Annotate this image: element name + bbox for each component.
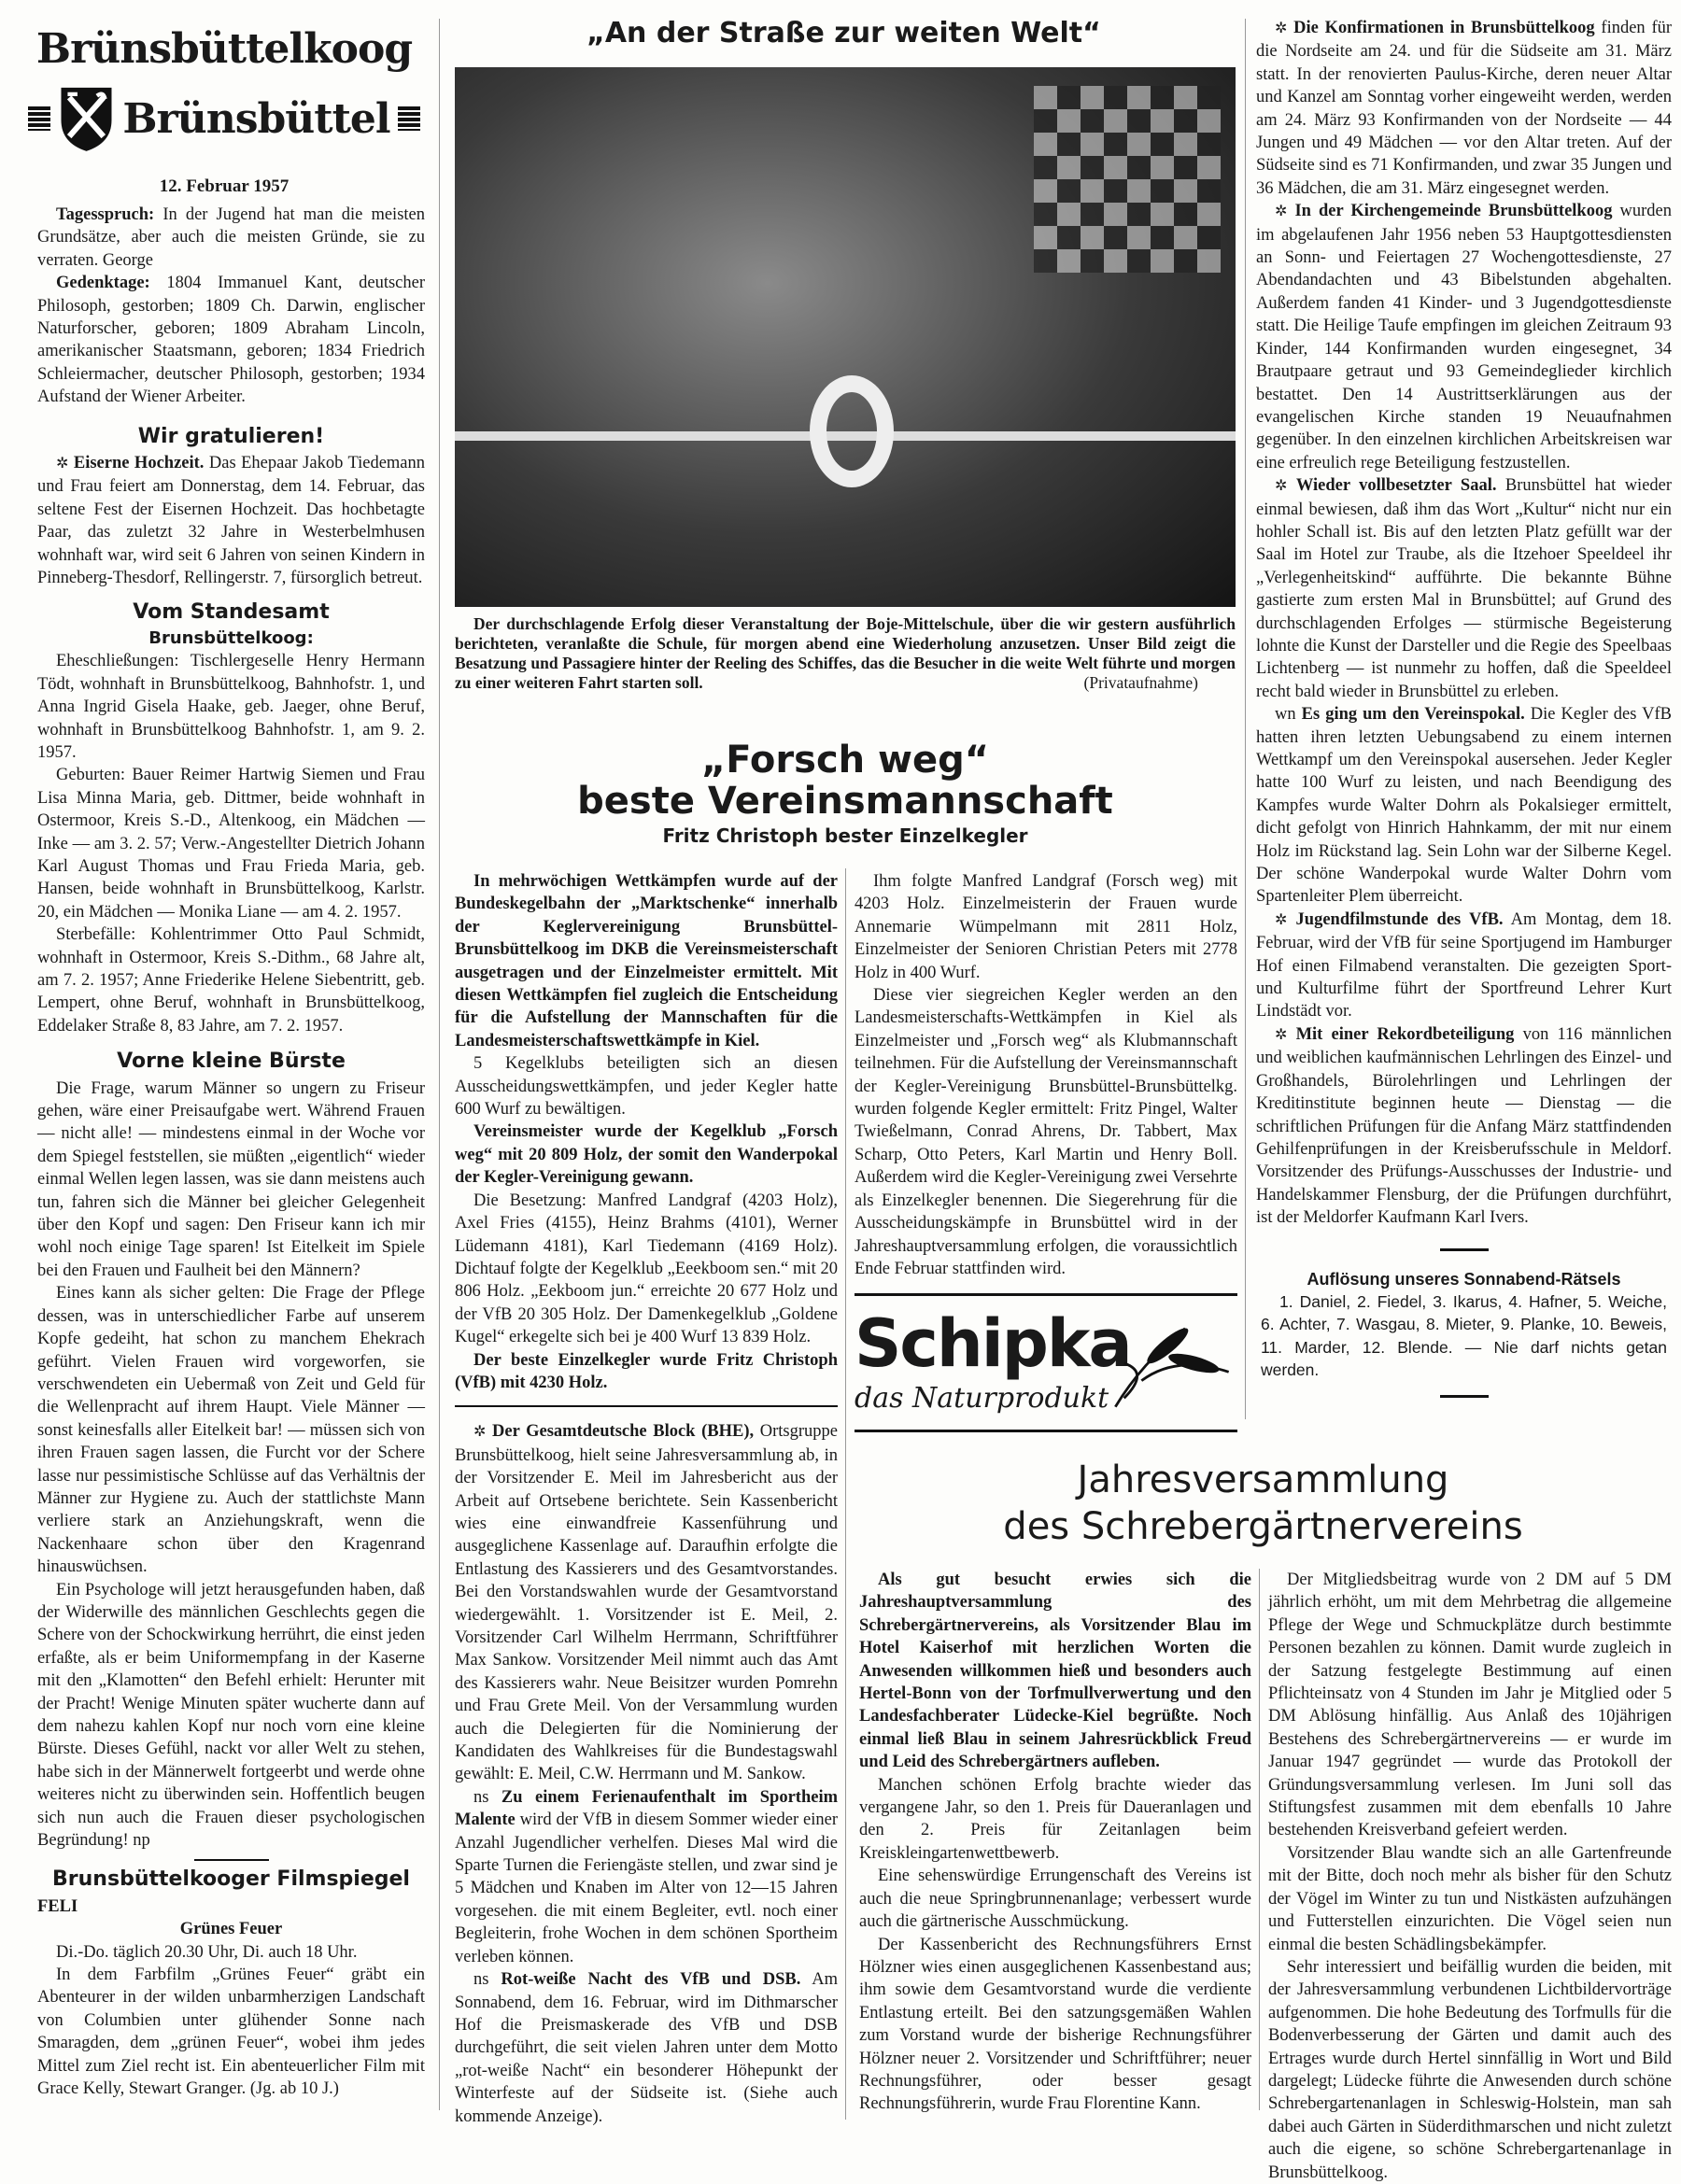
divider — [1440, 1248, 1489, 1251]
divider — [194, 1859, 269, 1861]
forsch-p4: Der beste Einzelkegler wurde Fritz Christoph (VfB) mit 4230 Holz. — [455, 1350, 838, 1392]
jahres-p3: Der Kassenbericht des Rechnungsführers Ernst Hölzner wies einen ausgeglichenen Kassenbestand aus; ihm sowie dem Gesamtvorstand wurde die verdiente Entlastung erteilt. Bei den satzungsgemäßen Wahlen zum Vorstand wurde der bisherige Rechnungsführer Hölzner neuer 2. Vorsitzender und Schriftführer; neuer Rechnungsführer, oder besser gesagt Rechnungsführerin, wurde Frau Florentine Kann. — [859, 1935, 1251, 2114]
star-icon: ✲ — [1275, 1026, 1288, 1043]
ad-slogan: das Naturprodukt — [855, 1382, 1109, 1416]
film-times: Di.-Do. täglich 20.30 Uhr, Di. auch 18 Uhr. — [56, 1942, 358, 1962]
masthead-title-line1: Brünsbüttelkoog — [35, 25, 413, 73]
masthead-title-line2: Brünsbüttel — [122, 94, 390, 143]
column-2 — [455, 870, 838, 2128]
headline-line1: „Forsch weg“ — [700, 739, 990, 782]
article-nacht — [455, 1968, 838, 2128]
text: Ortsgruppe Brunsbüttelkoog, hielt seine Jahresversammlung ab, in der Vorsitzender E. Meil im Jahresbericht aus der Arbeit auf Ortsebene berichtete. Sein Kassenbericht wies eine einwandfreie Kassenführung und ausgeglichene Kassenlage auf. Daraufhin erfolgte die Entlastung des Kassierers und des Gesamtvorstandes. Bei den Vorstandswahlen wurde der Gesamtvorstand wiedergewählt. 1. Vorsitzender ist E. Meil, 2. Vorsitzender Carl Wilhelm Herrmann, Schriftführer Max Sankow. Vorsitzender Meil nimmt auch das Amt des Kassierers wahr. Neue Beisitzer wurden Pomrehn und Frau Grete Meil. Von der Versammlung wurden auch die Delegierten für die Nominierung der Kandidaten des Wahlkreises für die Bundestagswahl gewählt: E. Meil, C.W. Herrmann und M. Sankow. — [455, 1422, 838, 1784]
eheschliessungen: Eheschließungen: Tischlergeselle Henry Hermann Tödt, wohnhaft in Brunsbüttelkoog, Bahnhofstr. 1, und Anna Ingrid Gisela Haake, geb. Jaeger, ohne Beruf, wohnhaft in Brunsbüttelkoog Bahnhofstr. 1, am 9. 2. 1957. — [37, 652, 425, 762]
headline-line1: Jahresversammlung — [1077, 1458, 1449, 1501]
star-icon: ✲ — [1275, 478, 1288, 495]
issue-date: 12. Februar 1957 — [159, 176, 290, 196]
ad-rule-top — [855, 1293, 1237, 1296]
heading-standesamt: Vom Standesamt — [133, 599, 330, 624]
article-rekordbeteiligung — [1256, 1023, 1672, 1230]
cinema-name: FELI — [37, 1896, 78, 1916]
text: Die Kegler des VfB hatten ihren letzten Uebungsabend zu einem internen Wettkampf um den Vereinspokal ausersehen. Jeder Kegler hatte 100 Wurf zu leisten, und nach Beendigung des Kampfes wurde Walter Dohrn als Pokalsieger ermittelt, dicht gefolgt von Hinrich Hahnkamm, der mit nur einem Holz im Rückstand lag. Sein Lohn war der Silberne Kegel. Der schöne Wanderpokal wurde Walter Dohrn vom Spartenleiter Plem überreicht. — [1256, 705, 1673, 907]
article-ferien — [455, 1786, 838, 1968]
heading-filmspiegel: Brunsbüttelkooger Filmspiegel — [52, 1867, 410, 1892]
article-eiserne-hochzeit — [37, 452, 425, 589]
masthead — [28, 23, 420, 197]
lead: Es ging um den Vereinspokal. — [1301, 705, 1525, 725]
byline: wn — [1275, 705, 1296, 725]
forsch-lead: In mehrwöchigen Wettkämpfen wurde auf der Bundeskegelbahn der „Marktschenke“ innerhalb der Keglervereinigung Brunsbüttel-Brunsbüttelkoog im DKB die Vereinsmeisterschaft ausgetragen und der Einzelmeister ermittelt. Mit diesen Wettkämpfen fiel zugleich die Entscheidung für die Aufstellung der Mannschaften für die Landesmeisterschaftswettkämpfe in Kiel. — [455, 872, 838, 1050]
column-2-lower — [455, 1420, 838, 2128]
caption-text: Der durchschlagende Erfolg dieser Veranstaltung der Boje-Mittelschule, über die wir gestern ausführlich berichteten, veranlaßte die Schule, für morgen abend eine Wiederholung anzusetzen. Unser Bild zeigt die Besatzung und Passagiere hinter der Reeling des Schiffes, das die Besucher in die weite Welt führte und morgen zu einer weiteren Fahrt starten soll. — [455, 614, 1236, 692]
column-4 — [1256, 17, 1672, 1230]
banner-right-icon — [398, 106, 420, 131]
forsch-headline — [455, 740, 1236, 848]
text: Am Sonnabend, dem 16. Februar, wird im Dithmarscher Hof die Preismaskerade des VfB und DSB durchgeführt, die seit vielen Jahren unter dem Motto „rot-weiße Nacht“ ein besonderer Höhepunkt der Winterfeste auf der Südseite ist. (Siehe auch kommende Anzeige). — [455, 1970, 839, 2126]
buerste-p2: Eines kann als sicher gelten: Die Frage der Pflege dessen, was in unterschiedlicher Farbe auf unserem Kopfe gedeiht, hat schon zu manchem Ehekrach geführt. Vielen Frauen wird vorgeworfen, sie verschwendeten ein Uebermaß von Zeit und Geld für die Wellenpracht auf ihrem Haupt. Viele Männer — sonst keinesfalls aller Eitelkeit bar! — müssen sich von ihren Frauen sagen lassen, die Furcht vor der Schere lasse nur pessimistische Schlüsse auf das Verhältnis der Männer zur Hygiene zu. Auch der stattlichste Mann verliere stark an Anziehungskraft, wenn die Nackenhaare schon über den Kragenrand hinauswüchsen. — [37, 1284, 425, 1577]
ad-brand: Schipka — [855, 1305, 1131, 1383]
text: wurden im abgelaufenen Jahr 1956 neben 53 Hauptgottesdiensten an Sonn- und Feiertagen 27 Wochengottesdienste, 27 Abendandachten und 43 Bibelstunden abgehalten. Außerdem fanden 41 Kinder- und 3 Jugendgottesdienste statt. Die Heilige Taufe empfingen im gleichen Zeitraum 93 Kinder, 144 Konfirmanden wurden eingesegnet, 34 Brautpaare getraut und 93 Gemeindeglieder kirchlich bestattet. Den 14 Austrittserklärungen aus der evangelischen Kirche standen 19 Neuaufnahmen gegenüber. In den einzelnen kirchlichen Arbeitskreisen war eine erfreulich rege Beteiligung festzustellen. — [1256, 202, 1673, 472]
photo-title: „An der Straße zur weiten Welt“ — [586, 17, 1101, 49]
label: Tagesspruch: — [56, 205, 155, 224]
banner-left-icon — [28, 106, 50, 131]
standesamt-sub: Brunsbüttelkoog: — [148, 627, 314, 648]
sterbefaelle: Sterbefälle: Kohlentrimmer Otto Paul Schmidt, wohnhaft in Ostermoor, Kreis S.-Dithm., 68 Jahre alt, am 7. 2. 1957; Anne Friederike Helene Siebentritt, geb. Lempert, ohne Beruf, wohnhaft in Brunsbüttelkoog, Eddelaker Straße 8, 83 Jahre, am 7. 2. 1957. — [37, 925, 425, 1036]
jahres-col-a — [859, 1569, 1251, 2116]
photo-credit: (Privataufnahme) — [1083, 673, 1198, 692]
star-icon: ✲ — [1275, 21, 1288, 36]
photo-caption — [455, 614, 1236, 693]
wheat-icon — [1107, 1307, 1237, 1419]
text: Das Ehepaar Jakob Tiedemann und Frau feiert am Donnerstag, dem 14. Februar, das seltene Fest der Eisernen Hochzeit. Das hochbetagte Paar, das zuletzt 32 Jahre in Westerbelmhusen wohnhaft war, wird seit 6 Jahren von seinen Kindern in Pinneberg-Thesdorf, Rellingerstr. 7, fürsorglich betreut. — [37, 454, 426, 588]
column-divider — [845, 868, 846, 2120]
jahres-headline — [855, 1457, 1672, 1550]
lead: Rot-weiße Nacht des VfB und DSB. — [501, 1970, 801, 1990]
lead: Wieder vollbesetzter Saal. — [1295, 476, 1497, 496]
flag — [1034, 86, 1221, 273]
column-4-wrap — [1256, 17, 1672, 1398]
headline-line2: beste Vereinsmannschaft — [577, 780, 1113, 823]
gedenktage — [37, 272, 425, 408]
star-icon: ✲ — [56, 456, 69, 472]
lead: Zu einem Ferienaufenthalt im Sportheim Malente — [455, 1787, 838, 1830]
star-icon: ✲ — [1275, 204, 1288, 220]
buerste-p3: Ein Psychologe will jetzt herausgefunden haben, daß der Widerwille des männlichen Geschlechts gegen die Schere von der Schockwirkung herrührt, die einst jeden erfaßte, als er beim Uniformempfang in der Kaserne mit den „Klamotten“ den Befehl erhielt: Herunter mit der Pracht! Wenige Minuten später wucherte dann auf dem nahezu kahlen Kopf nur noch vorn eine kleine Bürste. Dieses Gefühl, nackt vor aller Welt zu stehen, habe sich in der Männerwelt fortgeerbt und werde ohne weiteres nicht zu überwinden sein. Hoffentlich beugen sich nun auch die Frauen dieser psychologischen Begründung! np — [37, 1580, 425, 1851]
film-text: In dem Farbfilm „Grünes Feuer“ gräbt ein Abenteurer in der wilden unbarmherzigen Landschaft von Columbien unter glühender Sonne nach Smaragden, dem „grünen Feuer“, wobei ihm jedes Mittel zum Ziel recht ist. Ein abenteuerlicher Film mit Grace Kelly, Stewart Granger. (Jg. ab 10 J.) — [37, 1966, 425, 2099]
subheadline: Fritz Christoph bester Einzelkegler — [662, 824, 1028, 847]
headline-line2: des Schrebergärtnervereins — [1003, 1505, 1523, 1548]
text: wird der VfB in diesem Sommer wieder einer Anzahl Jugendlicher verhelfen. Dieses Mal wird die Sparte Turnen die Feriengäste stellen, und zwar sind je 5 Mädchen und Knaben im Alter von 12—15 Jahren vorgesehen. die mit einem Begleiter, evtl. noch einer Begleiterin, frohe Wochen in dem schönen Sportheim verleben können. — [455, 1811, 838, 1966]
schipka-ad — [855, 1307, 1237, 1424]
tagesspruch — [37, 204, 425, 272]
divider — [1440, 1395, 1489, 1398]
column-divider — [1259, 1569, 1260, 2110]
forsch-p3: Die Besetzung: Manfred Landgraf (4203 Holz), Axel Fries (4155), Heinz Brahms (4101), Werner Lüdemann 4181), Karl Tiedemann (4169 Holz). Dichtauf folgte der Kegelklub „Eeekboom sen.“ mit 20 806 Holz. „Eekboom jun.“ erreichte 20 677 Holz und der VfB 20 305 Holz. Der Damenkegelklub „Goldene Kugel“ erkegelte sich bei je 400 Wurf 13 839 Holz. — [455, 1191, 838, 1347]
film-name: Grünes Feuer — [179, 1920, 283, 1939]
byline: ns — [473, 1970, 489, 1990]
text: von 116 männlichen und weiblichen kaufmännischen Lehrlingen des Einzel- und Großhandels, Bürolehrlingen und Lehrlingen der Kreditinstitute beginnen heute — Dienstag — die schriftlichen Prüfungen für die Anfang März stattfindenden Gehilfenprüfungen in der Kreisberufsschule in Meldorf. Vorsitzender des Prüfungs-Ausschusses der Industrie- und Handelskammer Flensburg, der die Prüfungen durchführt, ist der Meldorfer Kaufmann Karl Ivers. — [1256, 1024, 1673, 1228]
article-jugendfilmstunde — [1256, 909, 1672, 1023]
heading-gratulieren: Wir gratulieren! — [137, 424, 325, 448]
article-bhe — [455, 1420, 838, 1786]
divider — [455, 1405, 838, 1407]
lifebuoy-icon — [810, 375, 894, 487]
jahres-p5: Vorsitzender Blau wandte sich an alle Gartenfreunde mit der Bitte, doch noch mehr als bisher für den Schutz der Vögel im Winter zu tun und Nistkästen aufzuhängen und Futterstellen einzurichten. Die Vögel seien nun einmal die besten Schädlingsbekämpfer. — [1268, 1843, 1672, 1954]
forsch-col-b — [855, 870, 1237, 1280]
jahres-p4: Der Mitgliedsbeitrag wurde von 2 DM auf 5 DM jährlich erhöht, um mit dem Mehrbetrag die allgemeine Pflege der Wege und Schmuckplätze durch bestimmte Personen bezahlen zu können. Damit wurde zugleich in der Satzung festgelegte Bestimmung auf einen Pflichteinsatz von 4 Stunden im Jahr je Mitglied oder 5 DM Ablösung hinfällig. Aus Anlaß des 10jährigen Bestehens des Schrebergärtnervereins — er wurde im Januar 1947 gegründet — wurde das Protokoll der Gründungsversammlung verlesen. Im Juni soll das Stiftungsfest zusammen mit dem ebenfalls 10 Jahre bestehenden Kreisverband gefeiert werden. — [1268, 1571, 1672, 1840]
text: Am Montag, dem 18. Februar, wird der VfB für seine Sportjugend im Hamburger Hof einen Filmabend veranstalten. Die gezeigten Sport- und Kulturfilme führt der Sportfreund Lehrer Kurt Lindstädt vor. — [1256, 909, 1672, 1022]
forsch-p2: Vereinsmeister wurde der Kegelklub „Forsch weg“ mit 20 809 Holz, der somit den Wanderpokal der Kegler-Vereinigung gewann. — [455, 1122, 838, 1188]
forsch-p5: Ihm folgte Manfred Landgraf (Forsch weg) mit 4203 Holz. Einzelmeisterin der Frauen wurde Annemarie Wümpelmann mit 2811 Holz, Einzelmeister der Senioren Christian Peters mit 2778 Holz in 400 Wurf. — [855, 872, 1237, 982]
jahres-p2: Eine sehenswürdige Errungenschaft des Vereins ist auch die neue Springbrunnenanlage; verbessert wurde auch die gärtnerische Ausschmückung. — [859, 1867, 1251, 1932]
geburten: Geburten: Bauer Reimer Hartwig Siemen und Frau Lisa Minna Maria, geb. Dittmer, beide wohnhaft in Ostermoor, Kreis S.-D., Altenkoog, ein Mädchen — Inke — am 3. 2. 57; Verw.-Angestellter Dietrich Johann Karl August Thomas und Frau Frieda Maria, geb. Hansen, beide wohnhaft in Brunsbüttelkoog, Karlstr. 20, ein Mädchen — Monika Liane — am 4. 2. 1957. — [37, 766, 425, 922]
news-photo — [455, 67, 1236, 607]
lead: In der Kirchengemeinde Brunsbüttelkoog — [1294, 202, 1613, 221]
label: Gedenktage: — [56, 274, 150, 293]
lead: Die Konfirmationen in Brunsbüttelkoog — [1293, 19, 1595, 37]
column-divider — [1245, 19, 1246, 1419]
byline: ns — [473, 1787, 489, 1807]
lead: Eiserne Hochzeit. — [73, 454, 205, 473]
column-1 — [37, 204, 425, 2101]
article-kirchengemeinde — [1256, 200, 1672, 474]
star-icon: ✲ — [473, 1424, 487, 1441]
jahres-lead: Als gut besucht erwies sich die Jahreshauptversammlung des Schrebergärtnervereins, als Vorsitzender Blau im Hotel Kaiserhof mit herzlichen Worten die Anwesenden willkommen hieß und besonders auch Hertel-Bonn von der Torfmullverwertung und den Landesfachberater Lüdecke-Kiel begrüßte. Noch einmal ließ Blau in seinem Jahresrückblick Freud und Leid des Schrebergärtners aufleben. — [859, 1571, 1251, 1772]
lead: Der Gesamtdeutsche Block (BHE), — [492, 1422, 755, 1442]
jahres-p1: Manchen schönen Erfolg brachte wieder das vergangene Jahr, so den 1. Preis für Daueranlagen und den 2. Preis für Zeitanlagen beim Kreiskleingartenwettbewerb. — [859, 1775, 1251, 1863]
forsch-col-a — [455, 870, 838, 1394]
column-3-upper — [855, 870, 1237, 1432]
lead: Jugendfilmstunde des VfB. — [1295, 909, 1504, 929]
text: 1804 Immanuel Kant, deutscher Philosoph, gestorben; 1809 Ch. Darwin, englischer Naturforscher, geboren; 1809 Abraham Lincoln, amerikanischer Staatsmann, geboren; 1834 Friedrich Schleiermacher, deutscher Philosoph, gestorben; 1934 Aufstand der Wiener Arbeiter. — [37, 274, 425, 407]
raetsel-solution — [1256, 1268, 1672, 1382]
star-icon: ✲ — [1275, 911, 1288, 928]
ad-rule-bottom — [855, 1430, 1237, 1432]
raetsel-title: Auflösung unseres Sonnabend-Rätsels — [1307, 1269, 1621, 1289]
article-saal — [1256, 474, 1672, 703]
column-divider — [439, 19, 440, 2110]
raetsel-text: 1. Daniel, 2. Fiedel, 3. Ikarus, 4. Hafner, 5. Weiche, 6. Achter, 7. Wasgau, 8. Mieter, 9. Planke, 10. Beweis, 11. Marder, 12. Blende. — Nie darf nichts getan werden. — [1261, 1291, 1667, 1380]
jahres-p6: Sehr interessiert und beifällig wurden die beiden, mit der Jahresversammlung verbundenen Lichtbildervorträge aufgenommen. Die hohe Bedeutung des Torfmulls für die Bodenverbesserung der Gärten und damit auch des Ertrages wurde durch Hertel sinnfällig in Wort und Bild dargelegt; Lüdecke führte die Anwesenden durch schöne Schrebergartenanlagen in Schleswig-Holstein, man sah dabei auch Gärten in Süderdithmarschen und nicht zuletzt auch die eigene, so schöne Schrebergartenanlage in Brunsbüttelkoog. — [1268, 1957, 1672, 2182]
heading-buerste: Vorne kleine Bürste — [117, 1050, 346, 1074]
article-konfirmationen — [1256, 17, 1672, 200]
article-vereinspokal — [1256, 703, 1672, 909]
text: In der Jugend hat man die meisten Grundsätze, aber auch die meisten Gründe, sie zu verraten. George — [37, 205, 425, 270]
forsch-p1: 5 Kegelklubs beteiligten sich an diesen Ausscheidungswettkämpfen, und jeder Kegler hatte 600 Wurf zu bewältigen. — [455, 1054, 838, 1120]
text: Brunsbüttel hat wieder einmal bewiesen, daß ihm das Wort „Kultur“ nicht nur ein hohler Schall ist. Bis auf den letzten Platz gefüllt war der Saal im Hotel zur Traube, als die Itzehoer Speeldeel ihr „Verlegenheitskind“ aufführte. Die bekannte Bühne gastierte zum ersten Mal in Brunsbüttel; auf Grund des durchschlagenden Erfolges — stürmische Begeisterung lohnte die Kunst der Darsteller und die Regie des Speelbaas Lichtenberg — ist nunmehr zu hoffen, daß die Speeldeel recht bald wieder in Brunsbüttel zu erleben. — [1256, 476, 1673, 701]
jahres-col-b — [1268, 1569, 1672, 2184]
lead: Mit einer Rekordbeteiligung — [1295, 1024, 1515, 1044]
text: finden für die Nordseite am 24. und für die Südseite am 31. März statt. In der renovierten Paulus-Kirche, deren neuer Altar und Kanzel am Sonntag vorher eingeweiht werden, werden am 24. März 93 Konfirmanden von der Nordseite — 44 Jungen und 49 Mädchen — vor den Altar treten. Auf der Südseite sind es 71 Konfirmanden, und zwar 35 Jungen und 36 Mädchen, die am 31. März eingesegnet werden. — [1256, 19, 1673, 198]
buerste-p1: Die Frage, warum Männer so ungern zu Friseur gehen, wäre einer Preisaufgabe wert. Während Frauen — nicht alle! — mindestens einmal in der Woche vor dem Spiegel feststellen, sie müßten „eigentlich“ wieder einmal Wellen legen lassen, was sie dann meistens auch tun, fahren sich die Männer bei gleicher Gelegenheit über den Kopf und sagen: Den Friseur kann ich mir wohl noch einige Tage sparen! Ist Eitelkeit im Spiele bei den Frauen und Faulheit bei den Männern? — [37, 1078, 425, 1280]
coat-of-arms-icon — [58, 79, 115, 158]
forsch-p6: Diese vier siegreichen Kegler werden an den Landesmeisterschafts-Wettkämpfen in Kiel als Einzelmeister und „Forsch weg“ als Klubmannschaft teilnehmen. Für die Aufstellung der Vereinsmannschaft der Kegler-Vereinigung Brunsbüttel-Brunsbüttelkg. wurden folgende Kegler ermittelt: Fritz Pingel, Walter Twießelmann, Conrad Ahrens, Dr. Tabbert, Max Scharp, Otto Peters, Karl Martin und Henry Boll. Außerdem wird die Kegler-Vereinigung zwei Versehrte als Einzelkegler benennen. Die Siegerehrung für die Ausscheidungskämpfe in Brunsbüttel wird in der Jahreshauptversammlung erfolgen, die voraussichtlich Ende Februar stattfinden wird. — [855, 986, 1237, 1278]
